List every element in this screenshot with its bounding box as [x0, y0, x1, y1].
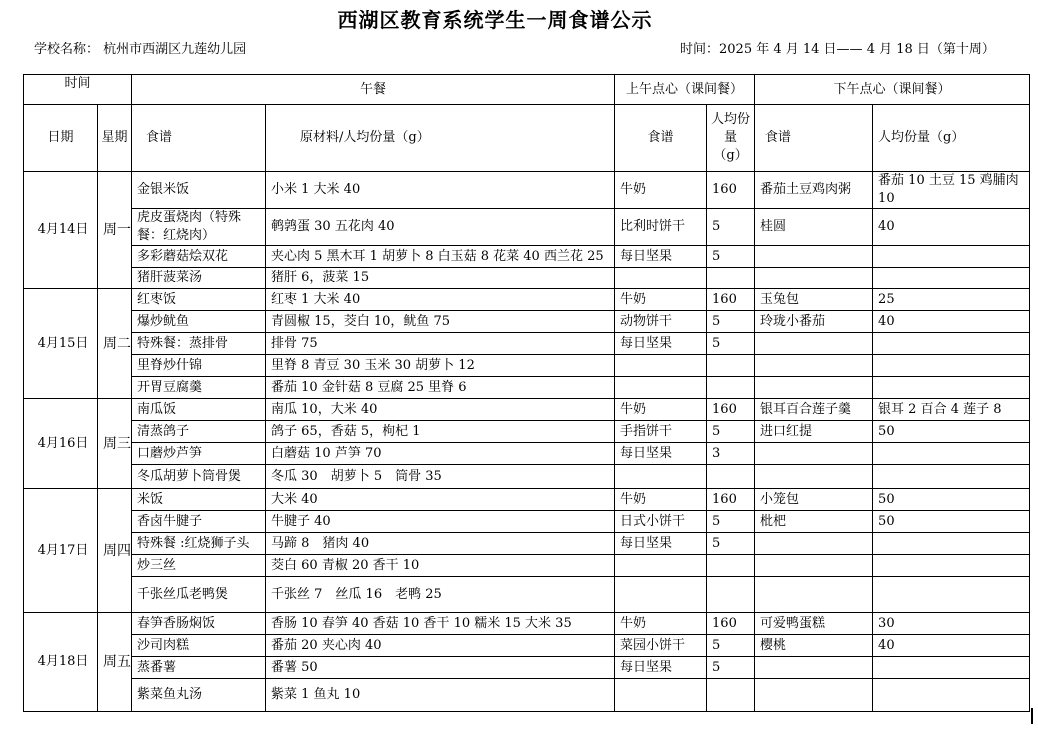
am-snack-portion: 3 [707, 443, 755, 465]
header-row-top [24, 75, 1030, 105]
menu-row [24, 577, 1030, 613]
pm-snack-dish: 小笼包 [755, 489, 873, 511]
header-weekday: 星期 [98, 105, 132, 172]
period-info: 时间：2025 年 4 月 14 日—— 4 月 18 日（第十周） [680, 42, 995, 57]
lunch-ingredients: 大米 40 [266, 489, 615, 511]
lunch-dish: 冬瓜胡萝卜筒骨煲 [132, 465, 266, 489]
pm-snack-dish: 玲珑小番茄 [755, 311, 873, 333]
am-snack-portion: 5 [707, 311, 755, 333]
lunch-ingredients: 千张丝 7 丝瓜 16 老鸭 25 [266, 577, 615, 613]
lunch-ingredients: 鸽子 65，香菇 5，枸杞 1 [266, 421, 615, 443]
am-snack-portion: 5 [707, 333, 755, 355]
am-snack-portion: 5 [707, 657, 755, 679]
am-snack-dish: 牛奶 [615, 613, 707, 635]
header-lunch: 午餐 [132, 75, 615, 105]
day-weekday: 周三 [98, 399, 132, 489]
am-snack-dish: 每日坚果 [615, 333, 707, 355]
lunch-ingredients: 青圆椒 15，茭白 10，鱿鱼 75 [266, 311, 615, 333]
pm-snack-dish [755, 443, 873, 465]
pm-snack-dish: 银耳百合莲子羹 [755, 399, 873, 421]
pm-snack-portion: 50 [873, 489, 1030, 511]
lunch-ingredients: 南瓜 10，大米 40 [266, 399, 615, 421]
lunch-dish: 多彩蘑菇烩双花 [132, 246, 266, 268]
menu-row [24, 679, 1030, 712]
header-time: 时间 [24, 75, 132, 105]
lunch-ingredients: 排骨 75 [266, 333, 615, 355]
am-snack-dish [615, 555, 707, 577]
lunch-ingredients: 夹心肉 5 黑木耳 1 胡萝卜 8 白玉菇 8 花菜 40 西兰花 25 [266, 246, 615, 268]
lunch-dish: 春笋香肠焖饭 [132, 613, 266, 635]
am-snack-portion [707, 377, 755, 399]
header-row-sub [24, 105, 1030, 172]
menu-row [24, 465, 1030, 489]
pm-snack-dish [755, 333, 873, 355]
am-snack-dish: 牛奶 [615, 289, 707, 311]
header-pm-dish: 食谱 [755, 105, 873, 172]
lunch-ingredients: 猪肝 6，菠菜 15 [266, 268, 615, 289]
menu-row [24, 289, 1030, 311]
am-snack-portion [707, 268, 755, 289]
lunch-dish: 爆炒鱿鱼 [132, 311, 266, 333]
pm-snack-portion: 银耳 2 百合 4 莲子 8 [873, 399, 1030, 421]
am-snack-dish: 日式小饼干 [615, 511, 707, 533]
pm-snack-portion [873, 246, 1030, 268]
am-snack-dish: 牛奶 [615, 489, 707, 511]
day-date: 4月16日 [24, 399, 98, 489]
lunch-ingredients: 番茄 20 夹心肉 40 [266, 635, 615, 657]
lunch-ingredients: 牛腱子 40 [266, 511, 615, 533]
school-label: 学校名称： [34, 42, 100, 57]
lunch-dish: 里脊炒什锦 [132, 355, 266, 377]
am-snack-dish: 牛奶 [615, 399, 707, 421]
page-title: 西湖区教育系统学生一周食谱公示 [337, 8, 653, 32]
am-snack-dish: 手指饼干 [615, 421, 707, 443]
am-snack-portion [707, 679, 755, 712]
am-snack-portion: 160 [707, 289, 755, 311]
lunch-dish: 红枣饭 [132, 289, 266, 311]
am-snack-dish [615, 577, 707, 613]
pm-snack-dish: 樱桃 [755, 635, 873, 657]
lunch-ingredients: 冬瓜 30 胡萝卜 5 筒骨 35 [266, 465, 615, 489]
day-date: 4月15日 [24, 289, 98, 399]
lunch-dish: 炒三丝 [132, 555, 266, 577]
menu-row [24, 268, 1030, 289]
lunch-dish: 沙司肉糕 [132, 635, 266, 657]
lunch-ingredients: 番薯 50 [266, 657, 615, 679]
pm-snack-portion [873, 465, 1030, 489]
menu-row [24, 511, 1030, 533]
am-snack-portion: 5 [707, 533, 755, 555]
lunch-dish: 特殊餐 :红烧狮子头 [132, 533, 266, 555]
menu-row [24, 246, 1030, 268]
am-snack-dish: 每日坚果 [615, 533, 707, 555]
pm-snack-portion: 25 [873, 289, 1030, 311]
lunch-dish: 米饭 [132, 489, 266, 511]
lunch-ingredients: 小米 1 大米 40 [266, 172, 615, 209]
text-cursor [1031, 708, 1033, 724]
lunch-ingredients: 白蘑菇 10 芦笋 70 [266, 443, 615, 465]
day-date: 4月17日 [24, 489, 98, 613]
am-snack-portion: 5 [707, 209, 755, 246]
lunch-ingredients: 鹌鹑蛋 30 五花肉 40 [266, 209, 615, 246]
am-snack-portion [707, 355, 755, 377]
lunch-ingredients: 红枣 1 大米 40 [266, 289, 615, 311]
pm-snack-portion [873, 577, 1030, 613]
menu-row [24, 209, 1030, 246]
lunch-dish: 口蘑炒芦笋 [132, 443, 266, 465]
pm-snack-dish: 进口红提 [755, 421, 873, 443]
menu-row [24, 657, 1030, 679]
pm-snack-portion [873, 533, 1030, 555]
am-snack-dish [615, 377, 707, 399]
pm-snack-dish [755, 355, 873, 377]
am-snack-portion: 5 [707, 511, 755, 533]
pm-snack-dish [755, 577, 873, 613]
lunch-ingredients: 马蹄 8 猪肉 40 [266, 533, 615, 555]
am-snack-dish: 比利时饼干 [615, 209, 707, 246]
school-name: 杭州市西湖区九莲幼儿园 [103, 42, 247, 57]
lunch-dish: 猪肝菠菜汤 [132, 268, 266, 289]
lunch-ingredients: 茭白 60 青椒 20 香干 10 [266, 555, 615, 577]
pm-snack-portion: 50 [873, 511, 1030, 533]
pm-snack-dish: 枇杷 [755, 511, 873, 533]
pm-snack-portion [873, 679, 1030, 712]
header-lunch-dish: 食谱 [132, 105, 266, 172]
am-snack-portion: 5 [707, 421, 755, 443]
lunch-dish: 香卤牛腱子 [132, 511, 266, 533]
am-snack-portion: 160 [707, 489, 755, 511]
lunch-dish: 千张丝瓜老鸭煲 [132, 577, 266, 613]
pm-snack-dish [755, 465, 873, 489]
pm-snack-dish: 桂圆 [755, 209, 873, 246]
day-date: 4月18日 [24, 613, 98, 712]
am-snack-dish: 动物饼干 [615, 311, 707, 333]
am-snack-dish: 菜园小饼干 [615, 635, 707, 657]
am-snack-dish: 每日坚果 [615, 443, 707, 465]
pm-snack-portion: 40 [873, 209, 1030, 246]
am-snack-portion: 5 [707, 246, 755, 268]
pm-snack-dish: 番茄土豆鸡肉粥 [755, 172, 873, 209]
header-pm-portion: 人均份量（g） [873, 105, 1030, 172]
menu-row [24, 172, 1030, 209]
menu-row [24, 311, 1030, 333]
school-info [34, 38, 246, 57]
menu-row [24, 533, 1030, 555]
menu-row [24, 555, 1030, 577]
pm-snack-dish [755, 555, 873, 577]
pm-snack-portion: 30 [873, 613, 1030, 635]
lunch-dish: 开胃豆腐羹 [132, 377, 266, 399]
pm-snack-dish [755, 377, 873, 399]
lunch-dish: 特殊餐：蒸排骨 [132, 333, 266, 355]
am-snack-dish [615, 355, 707, 377]
lunch-dish: 金银米饭 [132, 172, 266, 209]
header-am-dish: 食谱 [615, 105, 707, 172]
lunch-dish: 虎皮蛋烧肉（特殊餐：红烧肉） [132, 209, 266, 246]
pm-snack-dish [755, 657, 873, 679]
pm-snack-dish [755, 246, 873, 268]
day-weekday: 周一 [98, 172, 132, 289]
pm-snack-dish [755, 533, 873, 555]
header-am-snack: 上午点心（课间餐） [615, 75, 755, 105]
am-snack-dish [615, 268, 707, 289]
am-snack-portion: 160 [707, 399, 755, 421]
pm-snack-portion [873, 377, 1030, 399]
pm-snack-portion: 40 [873, 311, 1030, 333]
menu-row [24, 443, 1030, 465]
lunch-ingredients: 里脊 8 青豆 30 玉米 30 胡萝卜 12 [266, 355, 615, 377]
weekly-menu-table [23, 74, 1030, 712]
lunch-dish: 紫菜鱼丸汤 [132, 679, 266, 712]
header-pm-snack: 下午点心（课间餐） [755, 75, 1030, 105]
pm-snack-dish: 玉兔包 [755, 289, 873, 311]
am-snack-portion: 5 [707, 635, 755, 657]
lunch-ingredients: 香肠 10 春笋 40 香菇 10 香干 10 糯米 15 大米 35 [266, 613, 615, 635]
am-snack-dish: 牛奶 [615, 172, 707, 209]
menu-row [24, 613, 1030, 635]
header-am-portion: 人均份量（g） [707, 105, 755, 172]
lunch-dish: 蒸番薯 [132, 657, 266, 679]
pm-snack-portion: 番茄 10 土豆 15 鸡脯肉 10 [873, 172, 1030, 209]
header-lunch-ingredients: 原材料/人均份量（g） [266, 105, 615, 172]
menu-row [24, 377, 1030, 399]
day-weekday: 周二 [98, 289, 132, 399]
pm-snack-portion [873, 268, 1030, 289]
lunch-ingredients: 番茄 10 金针菇 8 豆腐 25 里脊 6 [266, 377, 615, 399]
menu-row [24, 635, 1030, 657]
pm-snack-dish [755, 268, 873, 289]
pm-snack-dish [755, 679, 873, 712]
am-snack-portion [707, 555, 755, 577]
pm-snack-portion [873, 333, 1030, 355]
pm-snack-portion: 40 [873, 635, 1030, 657]
am-snack-dish [615, 465, 707, 489]
lunch-dish: 南瓜饭 [132, 399, 266, 421]
menu-row [24, 421, 1030, 443]
am-snack-dish [615, 679, 707, 712]
menu-row [24, 333, 1030, 355]
header-date: 日期 [24, 105, 98, 172]
am-snack-portion: 160 [707, 613, 755, 635]
am-snack-portion: 160 [707, 172, 755, 209]
lunch-dish: 清蒸鸽子 [132, 421, 266, 443]
menu-row [24, 489, 1030, 511]
day-weekday: 周五 [98, 613, 132, 712]
menu-row [24, 399, 1030, 421]
pm-snack-portion [873, 443, 1030, 465]
am-snack-dish: 每日坚果 [615, 246, 707, 268]
lunch-ingredients: 紫菜 1 鱼丸 10 [266, 679, 615, 712]
pm-snack-portion: 50 [873, 421, 1030, 443]
pm-snack-portion [873, 657, 1030, 679]
am-snack-portion [707, 577, 755, 613]
pm-snack-portion [873, 355, 1030, 377]
menu-row [24, 355, 1030, 377]
pm-snack-dish: 可爱鸭蛋糕 [755, 613, 873, 635]
am-snack-dish: 每日坚果 [615, 657, 707, 679]
am-snack-portion [707, 465, 755, 489]
day-weekday: 周四 [98, 489, 132, 613]
pm-snack-portion [873, 555, 1030, 577]
day-date: 4月14日 [24, 172, 98, 289]
